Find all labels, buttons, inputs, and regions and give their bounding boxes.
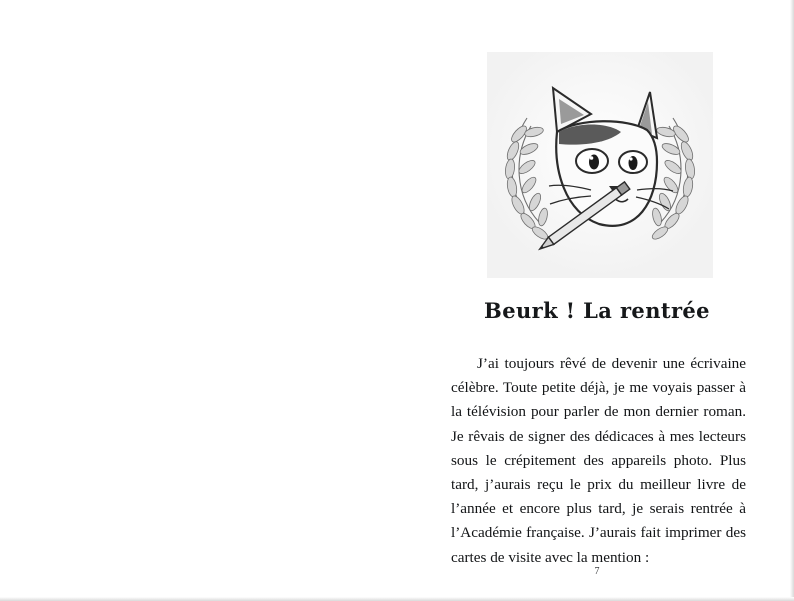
page-number: 7 <box>594 566 600 577</box>
page-edge-shadow-bottom <box>0 597 794 601</box>
page-edge-shadow-right <box>790 0 794 601</box>
cat-with-pencil-in-laurel-wreath-icon <box>487 52 713 278</box>
body-paragraph: J’ai toujours rêvé de devenir une écrivaine célèbre. Toute petite déjà, je me voyais passer à la télévision pour parler de mon dernier roman. Je rêvais de signer des dédicaces à mes lecteurs sous le crépitement des appareils photo. Plus tard, j’aurais reçu le prix du meilleur livre de l’année et encore plus tard, je serais rentrée à l’Académie française. J’aurais fait imprimer des cartes de visite avec la mention : <box>451 355 746 566</box>
chapter-title: Beurk ! La rentrée <box>484 298 710 323</box>
right-page <box>400 0 794 601</box>
